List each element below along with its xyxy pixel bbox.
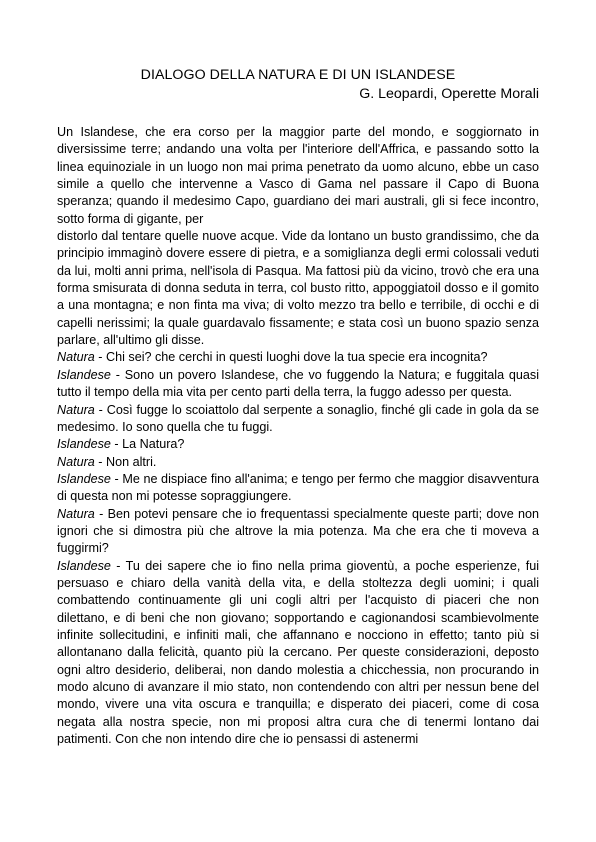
dialogue-text: - Così fugge lo scoiattolo dal serpente a sonaglio, finché gli cade in gola da se medesimo. Io sono quella che tu fuggi. bbox=[57, 402, 539, 434]
speaker-name: Islandese bbox=[57, 471, 111, 486]
speaker-name: Natura bbox=[57, 454, 95, 469]
dialogue-line bbox=[57, 558, 539, 749]
document-body bbox=[57, 124, 539, 748]
dialogue-text: - Sono un povero Islandese, che vo fuggendo la Natura; e fuggitala quasi tutto il tempo della mia vita per cento parti della terra, la fuggo adesso per questa. bbox=[57, 367, 539, 400]
intro-paragraph: Un Islandese, che era corso per la maggior parte del mondo, e soggiornato in diversissime terre; andando una volta per l'interiore dell'Affrica, e passando sotto la linea equinoziale in un luogo non mai prima penetrato da uomo alcuno, ebbe un caso simile a quello che intervenne a Vasco di Gama nel passare il Capo di Buona speranza; quando il medesimo Capo, guardiano dei mari australi, gli si fece incontro, sotto forma di gigante, per bbox=[57, 125, 539, 226]
speaker-name: Natura bbox=[57, 506, 95, 521]
document-title: DIALOGO DELLA NATURA E DI UN ISLANDESE bbox=[140, 67, 456, 83]
document-subtitle: G. Leopardi, Operette Morali bbox=[359, 86, 539, 102]
dialogue-text: - Me ne dispiace fino all'anima; e tengo per fermo che maggior disavventura di questa non mi potesse sopraggiungere. bbox=[57, 471, 539, 504]
speaker-name: Natura bbox=[57, 402, 95, 417]
dialogue-text: - Non altri. bbox=[94, 454, 157, 469]
dialogue-text: - Chi sei? che cerchi in questi luoghi dove la tua specie era incognita? bbox=[94, 350, 488, 365]
title-block bbox=[57, 66, 539, 104]
speaker-name: Islandese bbox=[57, 558, 111, 573]
dialogue-line bbox=[57, 506, 539, 558]
dialogue-line bbox=[57, 349, 539, 366]
speaker-name: Natura bbox=[57, 350, 95, 365]
speaker-name: Islandese bbox=[57, 437, 111, 452]
dialogue-line bbox=[57, 471, 539, 506]
dialogue-text: - La Natura? bbox=[110, 437, 185, 452]
dialogue-line bbox=[57, 436, 539, 453]
dialogue-text: - Ben potevi pensare che io frequentassi specialmente queste parti; dove non ignori che si dimostra più che altrove la mia potenza. Ma che era che ti moveva a fuggirmi? bbox=[57, 506, 539, 556]
intro-paragraph: distorlo dal tentare quelle nuove acque. Vide da lontano un busto grandissimo, che da principio immaginò dovere essere di pietra, e a somiglianza degli ermi colossali veduti da lui, molti anni prima, nell'isola di Pasqua. Ma fattosi più da vicino, trovò che era una forma smisurata di donna seduta in terra, col busto ritto, appoggiatoil dosso e il gomito a una montagna; e non finta ma viva; di volto mezzo tra bello e terribile, di occhi e di capelli nerissimi; la quale guardavalo fissamente; e stata così un buono spazio senza parlare, all'ultimo gli disse. bbox=[57, 229, 539, 348]
dialogue-text: - Tu dei sapere che io fino nella prima gioventù, a poche esperienze, fui persuaso e chiaro della vanità della vita, e della stoltezza degli uomini; i quali combattendo continuamente gli uni cogli altri per l'acquisto di piaceri che non dilettano, e di beni che non giovano; sopportando e cagionandosi scambievolmente infinite sollecitudini, e infiniti mali, che affannano e nocciono in effetto; tanto più si allontanano dalla felicità, quanto più la cercano. Per queste considerazioni, deposto ogni altro desiderio, deliberai, non dando molestia a chicchessia, non procurando in modo alcuno di avanzare il mio stato, non contendendo con altri per nessun bene del mondo, vivere una vita oscura e tranquilla; e disperato dei piaceri, come di cosa negata alla nostra specie, non mi proposi altra cura che di tenermi lontano dai patimenti. Con che non intendo dire che io pensassi di astenermi bbox=[57, 558, 539, 747]
dialogue-line bbox=[57, 367, 539, 402]
dialogue-line bbox=[57, 402, 539, 437]
speaker-name: Islandese bbox=[57, 367, 111, 382]
dialogue-line bbox=[57, 454, 539, 471]
